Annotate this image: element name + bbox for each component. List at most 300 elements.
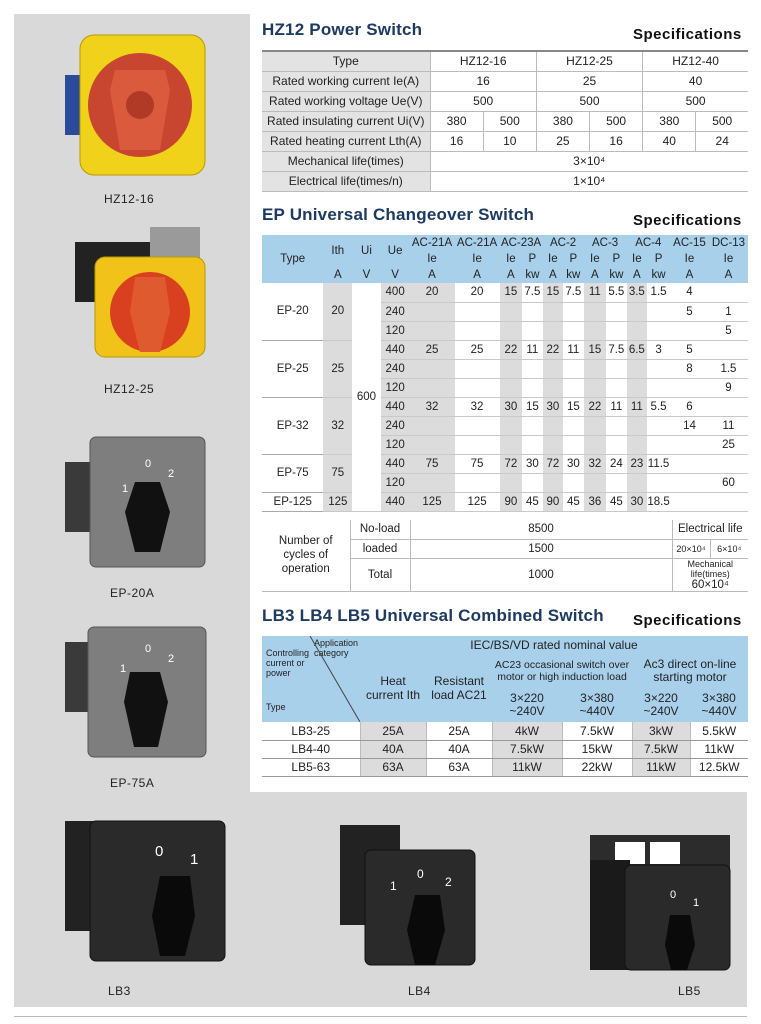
cell	[647, 435, 670, 454]
cell: 30	[627, 492, 647, 511]
col-header: Ue	[381, 235, 410, 267]
divider	[14, 1016, 747, 1017]
cell: 40A	[360, 740, 426, 758]
cell	[522, 416, 542, 435]
cell: 1.5	[647, 283, 670, 302]
cell: 63A	[426, 758, 492, 776]
cell: 4	[670, 283, 709, 302]
ith-value: 20	[323, 283, 352, 340]
cell	[500, 435, 523, 454]
cell	[584, 473, 607, 492]
cell	[543, 359, 563, 378]
cell	[584, 302, 607, 321]
table-row	[262, 91, 748, 111]
row-label: Rated insulating current Ui(V)	[262, 111, 430, 131]
lb3-switch-image	[60, 816, 230, 966]
cell: 3	[647, 340, 670, 359]
table-row	[262, 722, 748, 740]
col-header: Ie	[670, 251, 709, 267]
cell: 63A	[360, 758, 426, 776]
cell: 5	[709, 321, 748, 340]
caption-lb3: LB3	[108, 984, 131, 998]
table-row	[262, 740, 748, 758]
svg-text:2: 2	[168, 653, 175, 665]
lb-corner-header	[262, 636, 360, 722]
ep-20a-switch-image	[60, 432, 210, 572]
ith-value: 125	[323, 492, 352, 511]
col-header: Ie	[627, 251, 647, 267]
cell: LB4-40	[262, 740, 360, 758]
col-header: A	[500, 267, 523, 283]
cell: 3kW	[632, 722, 690, 740]
cell	[500, 416, 523, 435]
cell	[647, 378, 670, 397]
ith-value: 25	[323, 340, 352, 397]
cell: 1.5	[709, 359, 748, 378]
ep-title: EP Universal Changeover Switch	[262, 205, 535, 224]
cell: 1	[709, 302, 748, 321]
cell	[670, 378, 709, 397]
ue-value: 120	[381, 473, 410, 492]
hz12-16-switch-image	[60, 30, 210, 180]
cell: 45	[522, 492, 542, 511]
cell: 6	[670, 397, 709, 416]
cell: 11.5	[647, 454, 670, 473]
svg-text:0: 0	[155, 843, 164, 860]
table-head-row	[262, 235, 748, 251]
col-header: Ie	[500, 251, 523, 267]
col-header: Ie	[584, 251, 607, 267]
cell: 8500	[410, 520, 672, 539]
cell: 10	[483, 131, 536, 151]
col-header: Ie	[543, 251, 563, 267]
cell: 14	[670, 416, 709, 435]
cell	[584, 359, 607, 378]
cell: 32	[455, 397, 500, 416]
ep-75a-switch-image	[60, 622, 210, 762]
cell	[563, 435, 583, 454]
cell	[500, 302, 523, 321]
row-label: Total	[350, 558, 410, 591]
type-label: Type	[262, 51, 430, 71]
table-row	[262, 492, 748, 511]
ue-value: 120	[381, 321, 410, 340]
cell	[409, 416, 454, 435]
cell: 500	[536, 91, 642, 111]
electrical-life-label: Electrical life	[672, 520, 748, 539]
cell	[647, 416, 670, 435]
lb5-switch-image	[585, 830, 735, 975]
cell: 25A	[426, 722, 492, 740]
cell: 3.5	[627, 283, 647, 302]
cell	[543, 435, 563, 454]
cell	[670, 473, 709, 492]
cell: 11	[522, 340, 542, 359]
model-type: EP-25	[262, 340, 323, 397]
cell	[455, 473, 500, 492]
table-row	[262, 283, 748, 302]
ue-value: 120	[381, 435, 410, 454]
cell: 4kW	[492, 722, 562, 740]
cell: 22	[543, 340, 563, 359]
svg-text:1: 1	[390, 879, 397, 893]
cell: 500	[483, 111, 536, 131]
table-row	[262, 111, 748, 131]
row-label: No-load	[350, 520, 410, 539]
ep-cycles-table	[262, 520, 748, 592]
table-row	[262, 151, 748, 171]
cell: 125	[409, 492, 454, 511]
cell: 24	[696, 131, 748, 151]
cell: 7.5kW	[492, 740, 562, 758]
cell	[627, 321, 647, 340]
cell	[627, 435, 647, 454]
cell	[563, 416, 583, 435]
cell: 25	[536, 71, 642, 91]
cell	[500, 359, 523, 378]
ue-value: 400	[381, 283, 410, 302]
row-label: Mechanical life(times)	[262, 151, 430, 171]
cell	[670, 321, 709, 340]
cell: 72	[543, 454, 563, 473]
cell	[522, 302, 542, 321]
ue-value: 240	[381, 302, 410, 321]
model-header: HZ12-16	[430, 51, 536, 71]
table-row	[262, 171, 748, 191]
col-header: 3×220 ~240V	[632, 688, 690, 722]
cell	[606, 473, 626, 492]
cell	[709, 492, 748, 511]
cell	[455, 359, 500, 378]
col-header: A	[670, 267, 709, 283]
cell	[709, 397, 748, 416]
ith-value: 75	[323, 454, 352, 492]
mechanical-life-value: 60×10⁴	[691, 578, 729, 591]
mechanical-life-cell	[672, 558, 748, 591]
cell: 25	[455, 340, 500, 359]
cell	[543, 473, 563, 492]
col-header: A	[709, 267, 748, 283]
cell: 11	[709, 416, 748, 435]
col-header: kw	[522, 267, 542, 283]
cell	[584, 416, 607, 435]
cell: 15	[543, 283, 563, 302]
svg-text:0: 0	[417, 867, 424, 881]
cell: 22	[500, 340, 523, 359]
cell: LB3-25	[262, 722, 360, 740]
col-header: Ie	[709, 251, 748, 267]
cell	[627, 473, 647, 492]
cell	[455, 416, 500, 435]
col-header: P	[522, 251, 542, 267]
col-header: AC-21A	[409, 235, 454, 251]
cell	[543, 302, 563, 321]
cell: 5	[670, 340, 709, 359]
app-category-label: Application category	[314, 638, 359, 658]
lb4-switch-image	[335, 820, 480, 970]
cell: 3×10⁴	[430, 151, 748, 171]
cell: 1000	[410, 558, 672, 591]
col-header: 3×380 ~440V	[562, 688, 632, 722]
cell	[606, 359, 626, 378]
cell: 20×10⁴	[672, 539, 710, 558]
svg-text:2: 2	[445, 875, 452, 889]
cell	[543, 321, 563, 340]
table-row	[262, 520, 748, 539]
cell: 500	[643, 91, 748, 111]
cell: 30	[543, 397, 563, 416]
table-head-row	[262, 636, 748, 654]
cell: 11	[563, 340, 583, 359]
lb-spec-label: Specifications	[633, 612, 742, 629]
cell: 500	[590, 111, 643, 131]
col-header: AC-2	[543, 235, 584, 251]
cell	[500, 473, 523, 492]
col-header: A	[584, 267, 607, 283]
cell: 11	[584, 283, 607, 302]
cell	[543, 378, 563, 397]
cell: 32	[409, 397, 454, 416]
svg-text:0: 0	[670, 889, 677, 901]
cell	[563, 359, 583, 378]
cell: 15kW	[562, 740, 632, 758]
cell	[409, 435, 454, 454]
col-header: P	[647, 251, 670, 267]
cell: 60	[709, 473, 748, 492]
cell: 11kW	[492, 758, 562, 776]
col-header: kw	[606, 267, 626, 283]
col-header: Heat current Ith	[360, 654, 426, 722]
caption-ep-75a: EP-75A	[110, 776, 155, 790]
cell	[584, 435, 607, 454]
cell: 6×10⁴	[710, 539, 748, 558]
cell	[500, 378, 523, 397]
cell	[563, 302, 583, 321]
cell	[522, 359, 542, 378]
col-header: Ith	[323, 235, 352, 267]
col-header: AC-21A	[455, 235, 500, 251]
cell	[627, 359, 647, 378]
cell: 25	[409, 340, 454, 359]
cell	[709, 340, 748, 359]
cell: 5.5kW	[690, 722, 748, 740]
cell	[584, 321, 607, 340]
cell	[455, 302, 500, 321]
cell: 45	[563, 492, 583, 511]
mechanical-life-label: Mechanical life(times)	[687, 558, 734, 579]
col-header: 3×220 ~240V	[492, 688, 562, 722]
cell	[647, 473, 670, 492]
cell: 5.5	[606, 283, 626, 302]
ue-value: 440	[381, 397, 410, 416]
model-type: EP-32	[262, 397, 323, 454]
hz12-spec-label: Specifications	[633, 26, 742, 43]
cell	[455, 435, 500, 454]
col-header: Type	[262, 235, 323, 283]
model-type: EP-125	[262, 492, 323, 511]
cell: 12.5kW	[690, 758, 748, 776]
svg-text:1: 1	[122, 483, 129, 495]
ui-value: 600	[352, 283, 381, 511]
cell	[606, 416, 626, 435]
cell: LB5-63	[262, 758, 360, 776]
cell: 23	[627, 454, 647, 473]
model-type: EP-75	[262, 454, 323, 492]
cell: 380	[643, 111, 696, 131]
cell: 1×10⁴	[430, 171, 748, 191]
cell	[522, 473, 542, 492]
cell	[563, 473, 583, 492]
model-type: EP-20	[262, 283, 323, 340]
cell: 7.5	[563, 283, 583, 302]
ep-spec-label: Specifications	[633, 212, 742, 229]
cell	[670, 435, 709, 454]
diagonal-line	[262, 636, 360, 722]
cell: 90	[543, 492, 563, 511]
cell: 1500	[410, 539, 672, 558]
ue-value: 240	[381, 359, 410, 378]
cell	[409, 473, 454, 492]
cell: 75	[409, 454, 454, 473]
cell: 15	[522, 397, 542, 416]
cell: 16	[590, 131, 643, 151]
cell	[409, 378, 454, 397]
cell	[522, 378, 542, 397]
cell	[709, 454, 748, 473]
col-header: AC23 occasional switch over motor or high induction load	[492, 654, 632, 688]
ue-value: 240	[381, 416, 410, 435]
row-label: Rated working voltage Ue(V)	[262, 91, 430, 111]
hz12-title: HZ12 Power Switch	[262, 20, 423, 39]
cell: 11kW	[632, 758, 690, 776]
cell: 25	[536, 131, 589, 151]
col-header: A	[543, 267, 563, 283]
cell	[409, 321, 454, 340]
col-header: 3×380 ~440V	[690, 688, 748, 722]
cell	[584, 378, 607, 397]
cell: 380	[536, 111, 589, 131]
cell: 8	[670, 359, 709, 378]
col-header: Ie	[455, 251, 500, 267]
col-header: Ui	[352, 235, 381, 267]
col-header: Resistant load AC21	[426, 654, 492, 722]
cell: 11	[627, 397, 647, 416]
cell: 40A	[426, 740, 492, 758]
cell	[522, 321, 542, 340]
cell	[627, 378, 647, 397]
cell	[670, 454, 709, 473]
svg-text:1: 1	[693, 897, 700, 909]
cell	[709, 283, 748, 302]
cell: 500	[430, 91, 536, 111]
type-label: Type	[266, 702, 286, 712]
controlling-label: Controlling current or power	[266, 648, 310, 678]
ue-value: 120	[381, 378, 410, 397]
row-label: loaded	[350, 539, 410, 558]
caption-lb5: LB5	[678, 984, 701, 998]
table-row	[262, 71, 748, 91]
svg-text:2: 2	[168, 468, 175, 480]
cell: 7.5kW	[632, 740, 690, 758]
row-label: Electrical life(times/n)	[262, 171, 430, 191]
table-head-row	[262, 267, 748, 283]
cell: 75	[455, 454, 500, 473]
col-header: V	[381, 267, 410, 283]
cell: 15	[563, 397, 583, 416]
cell: 22	[584, 397, 607, 416]
cell: 45	[606, 492, 626, 511]
hz12-spec-table	[262, 50, 748, 192]
cell	[522, 435, 542, 454]
cell: 24	[606, 454, 626, 473]
ue-value: 440	[381, 340, 410, 359]
col-header: A	[409, 267, 454, 283]
ue-value: 440	[381, 454, 410, 473]
row-label: Rated working current Ie(A)	[262, 71, 430, 91]
row-label: Rated heating current Lth(A)	[262, 131, 430, 151]
cell: 30	[563, 454, 583, 473]
cell: 15	[500, 283, 523, 302]
cell	[606, 302, 626, 321]
cell: 30	[500, 397, 523, 416]
col-header: AC-3	[584, 235, 627, 251]
col-header: AC-15	[670, 235, 709, 251]
col-header: P	[563, 251, 583, 267]
svg-text:1: 1	[190, 851, 199, 868]
caption-lb4: LB4	[408, 984, 431, 998]
table-row	[262, 340, 748, 359]
cell	[500, 321, 523, 340]
cell: 6.5	[627, 340, 647, 359]
col-header: AC-23A	[500, 237, 542, 249]
caption-ep-20a: EP-20A	[110, 586, 155, 600]
cell: 72	[500, 454, 523, 473]
col-header: V	[352, 267, 381, 283]
cell: 20	[455, 283, 500, 302]
cell	[543, 416, 563, 435]
cell: 5.5	[647, 397, 670, 416]
cell	[409, 302, 454, 321]
col-header: kw	[647, 267, 670, 283]
cell	[670, 492, 709, 511]
table-row	[262, 758, 748, 776]
col-header: DC-13	[709, 235, 748, 251]
cell	[627, 416, 647, 435]
cell	[606, 378, 626, 397]
table-row	[262, 51, 748, 71]
cell: 22kW	[562, 758, 632, 776]
table-row	[262, 131, 748, 151]
col-header: A	[455, 267, 500, 283]
lb-title: LB3 LB4 LB5 Universal Combined Switch	[262, 606, 604, 625]
cell: 11	[606, 397, 626, 416]
cell: 40	[643, 71, 748, 91]
cell: 380	[430, 111, 483, 131]
cell: 20	[409, 283, 454, 302]
model-header: HZ12-40	[643, 51, 748, 71]
cell: 25	[709, 435, 748, 454]
cell	[563, 378, 583, 397]
cell: 36	[584, 492, 607, 511]
table-row	[262, 454, 748, 473]
iec-header: IEC/BS/VD rated nominal value	[360, 636, 748, 654]
cell: 16	[430, 71, 536, 91]
svg-text:0: 0	[145, 458, 152, 470]
cell: 40	[643, 131, 696, 151]
cell: 25A	[360, 722, 426, 740]
cell: 7.5	[606, 340, 626, 359]
hz12-25-switch-image	[70, 222, 210, 362]
